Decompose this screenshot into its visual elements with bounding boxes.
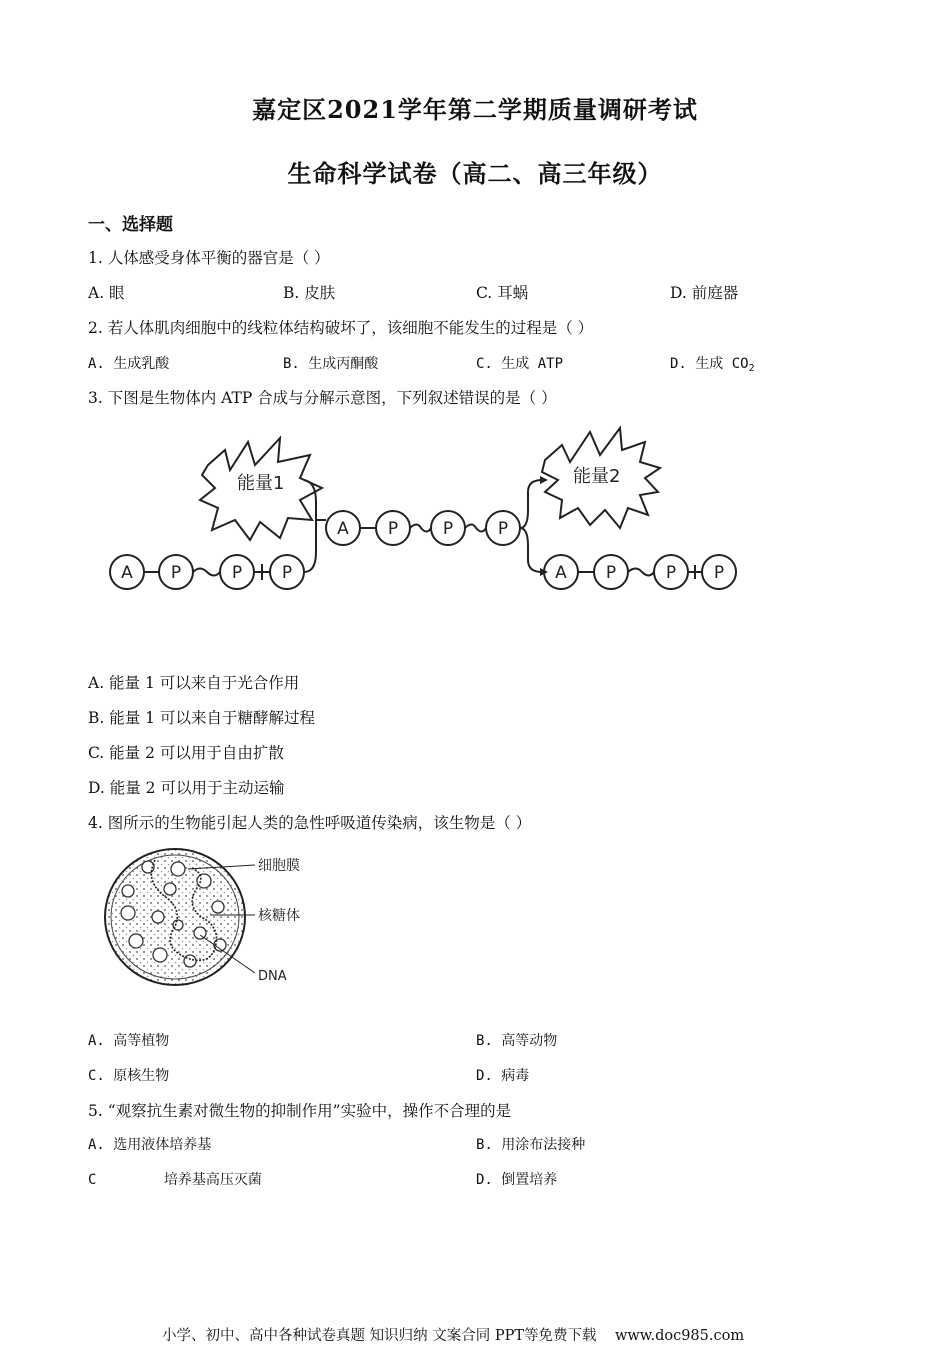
q2-option-b: B. 生成丙酮酸 [283,356,379,372]
right-p1-text: P [605,563,617,583]
q3-option-b: B. 能量 1 可以来自于糖酵解过程 [88,709,315,727]
q3-option-d: D. 能量 2 可以用于主动运输 [88,779,285,797]
q4-option-a: A. 高等植物 [88,1033,170,1049]
q1-option-a: A. 眼 [88,284,125,302]
exam-title: 嘉定区2021学年第二学期质量调研考试 [252,95,698,124]
mid-p2-text: P [442,519,454,539]
q1-option-b: B. 皮肤 [283,284,336,302]
membrane-label: 细胞膜 [258,858,300,874]
q5-option-a: A. 选用液体培养基 [88,1137,212,1153]
left-p2-text: P [231,563,243,583]
exam-subtitle: 生命科学试卷（高二、高三年级） [287,159,663,188]
q4-option-b: B. 高等动物 [476,1033,558,1049]
q1-option-d: D. 前庭器 [670,284,739,302]
q4-option-c: C. 原核生物 [88,1068,170,1084]
right-pi-text: P [713,563,725,583]
q3-stem: 3. 下图是生物体内 ATP 合成与分解示意图，下列叙述错误的是（ ） [88,389,557,407]
energy2-label: 能量2 [573,466,621,487]
energy1-label: 能量1 [237,473,285,494]
q1-option-c: C. 耳蜗 [476,284,529,302]
dna-label: DNA [258,969,287,984]
q2-stem: 2. 若人体肌肉细胞中的线粒体结构破坏了，该细胞不能发生的过程是（ ） [88,319,594,337]
q1-stem: 1. 人体感受身体平衡的器官是（ ） [88,249,330,267]
atp-diagram [100,420,760,610]
q5-option-c: C 培养基高压灭菌 [88,1172,262,1188]
q5-stem: 5. “观察抗生素对微生物的抑制作用”实验中，操作不合理的是 [88,1102,512,1120]
q3-option-c: C. 能量 2 可以用于自由扩散 [88,744,284,762]
q5-option-d: D. 倒置培养 [476,1172,558,1188]
q4-stem: 4. 图所示的生物能引起人类的急性呼吸道传染病，该生物是（ ） [88,814,532,832]
q4-option-d: D. 病毒 [476,1068,530,1084]
left-pi-text: P [281,563,293,583]
q5-option-b: B. 用涂布法接种 [476,1137,586,1153]
prokaryote-cell-diagram [100,845,320,995]
q2-option-a: A. 生成乳酸 [88,356,170,372]
q2-option-d: D. 生成 $CO_2$ [670,356,755,374]
mid-a-text: A [337,519,349,539]
q2-option-c: C. 生成 ATP [476,356,564,372]
mid-p1-text: P [387,519,399,539]
q3-option-a: A. 能量 1 可以来自于光合作用 [88,674,300,692]
section-heading: 一、选择题 [88,215,173,235]
left-p1-text: P [170,563,182,583]
mid-p3-text: P [497,519,509,539]
ribosome-label: 核糖体 [258,908,300,924]
right-p2-text: P [665,563,677,583]
right-a-text: A [555,563,567,583]
footer-banner: 小学、初中、高中各种试卷真题 知识归纳 文案合同 PPT等免费下载 www.doc985.com [162,1328,745,1344]
left-a-text: A [121,563,133,583]
